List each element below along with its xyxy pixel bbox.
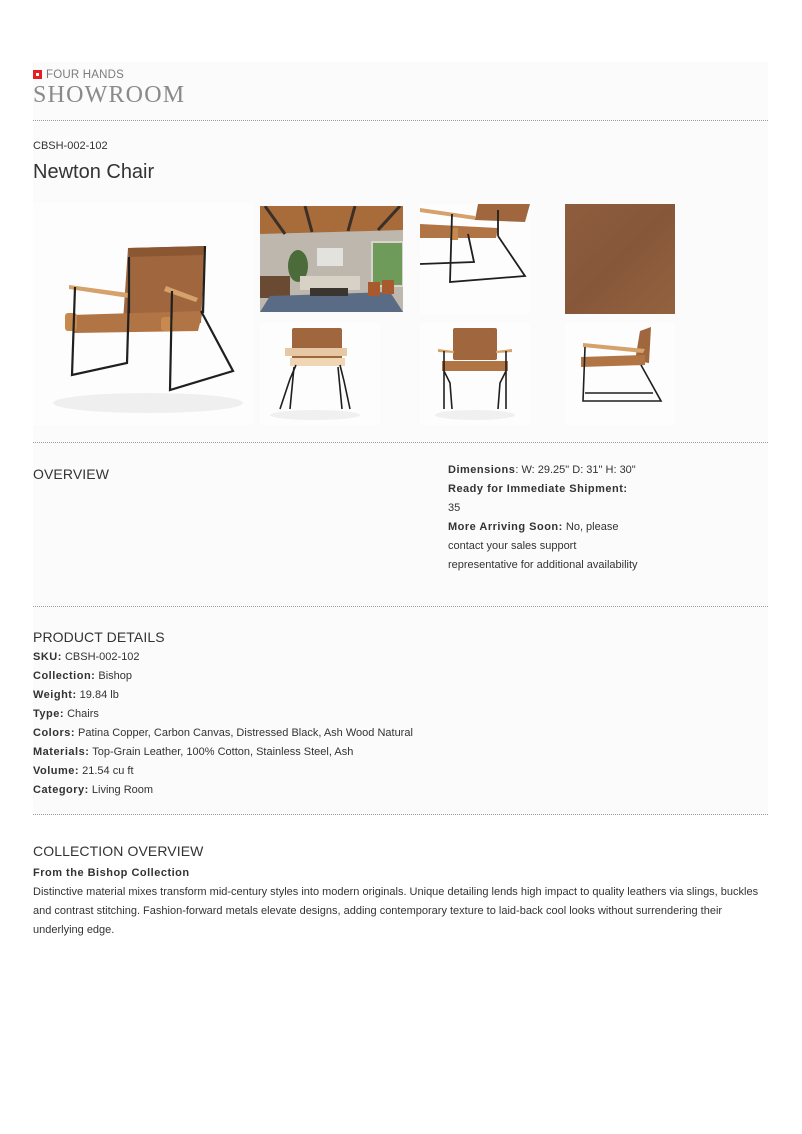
chair-side-image xyxy=(565,323,675,425)
product-header xyxy=(33,121,768,442)
chair-back-thumbnail[interactable] xyxy=(260,323,380,425)
collection-overview-section xyxy=(33,815,768,940)
arriving-soon-value: No, please contact your sales support representative for additional availability xyxy=(448,521,638,571)
detail-value: Top-Grain Leather, 100% Cotton, Stainless Steel, Ash xyxy=(89,746,354,758)
leather-swatch-image xyxy=(565,204,675,314)
chair-angle-image xyxy=(33,203,253,425)
chair-side-thumbnail[interactable] xyxy=(565,323,675,425)
collection-description: Distinctive material mixes transform mid-century styles into modern originals. Unique detailing lends high impact to quality leathers via slings, buckles and contrast stitching. Fashion-forward metals elevate designs, adding contemporary texture to laid-back cool looks without surrendering their underlying edge. xyxy=(33,886,759,936)
arriving-soon-label: More Arriving Soon: xyxy=(448,521,563,533)
detail-label: Materials: xyxy=(33,746,90,758)
detail-label: Volume: xyxy=(33,765,80,777)
brand-name: FOUR HANDS xyxy=(46,68,125,81)
main-product-image[interactable] xyxy=(33,203,253,425)
detail-label: Category: xyxy=(33,784,89,796)
detail-row-volume xyxy=(33,762,768,781)
detail-value: Living Room xyxy=(88,784,154,796)
chair-back-image xyxy=(260,323,380,425)
detail-label: Collection: xyxy=(33,670,96,682)
detail-row-weight xyxy=(33,686,768,705)
product-details-section xyxy=(33,607,768,814)
brand-subtitle: SHOWROOM xyxy=(33,82,186,108)
detail-label: Type: xyxy=(33,708,65,720)
brand-logo xyxy=(33,68,768,81)
detail-row-colors xyxy=(33,724,768,743)
brand-square-icon xyxy=(33,70,42,79)
detail-value: 19.84 lb xyxy=(76,689,119,701)
leather-swatch-thumbnail[interactable] xyxy=(565,204,675,314)
showroom-page xyxy=(33,62,768,940)
detail-row-category xyxy=(33,781,768,800)
room-scene-thumbnail[interactable] xyxy=(260,206,403,312)
detail-value: 21.54 cu ft xyxy=(79,765,134,777)
detail-value: CBSH-002-102 xyxy=(61,651,140,663)
detail-label: SKU: xyxy=(33,651,62,663)
overview-heading: OVERVIEW xyxy=(33,466,110,482)
ready-shipment-label: Ready for Immediate Shipment: xyxy=(448,483,628,495)
collection-overview-heading: COLLECTION OVERVIEW xyxy=(33,843,204,859)
detail-row-type xyxy=(33,705,768,724)
detail-label: Colors: xyxy=(33,727,75,739)
detail-value: Patina Copper, Carbon Canvas, Distressed Black, Ash Wood Natural xyxy=(75,727,413,739)
chair-closeup-image xyxy=(420,204,530,314)
product-sku: CBSH-002-102 xyxy=(33,140,108,152)
dimensions-label: Dimensions xyxy=(448,464,516,476)
availability-specs xyxy=(448,461,638,575)
detail-value: Chairs xyxy=(64,708,99,720)
collection-subheading: From the Bishop Collection xyxy=(33,867,190,879)
chair-front-image xyxy=(420,323,530,425)
chair-closeup-thumbnail[interactable] xyxy=(420,204,530,314)
detail-label: Weight: xyxy=(33,689,77,701)
detail-row-collection xyxy=(33,667,768,686)
overview-section xyxy=(33,443,768,606)
detail-value: Bishop xyxy=(95,670,133,682)
detail-list xyxy=(33,648,768,800)
product-title: Newton Chair xyxy=(33,161,155,183)
dimensions-value: : W: 29.25" D: 31" H: 30" xyxy=(515,464,636,476)
chair-front-thumbnail[interactable] xyxy=(420,323,530,425)
product-details-heading: PRODUCT DETAILS xyxy=(33,629,165,645)
room-scene-image xyxy=(260,206,403,312)
brand-header xyxy=(33,62,768,120)
detail-row-sku xyxy=(33,648,768,667)
detail-row-materials xyxy=(33,743,768,762)
ready-shipment-value: 35 xyxy=(448,502,461,514)
